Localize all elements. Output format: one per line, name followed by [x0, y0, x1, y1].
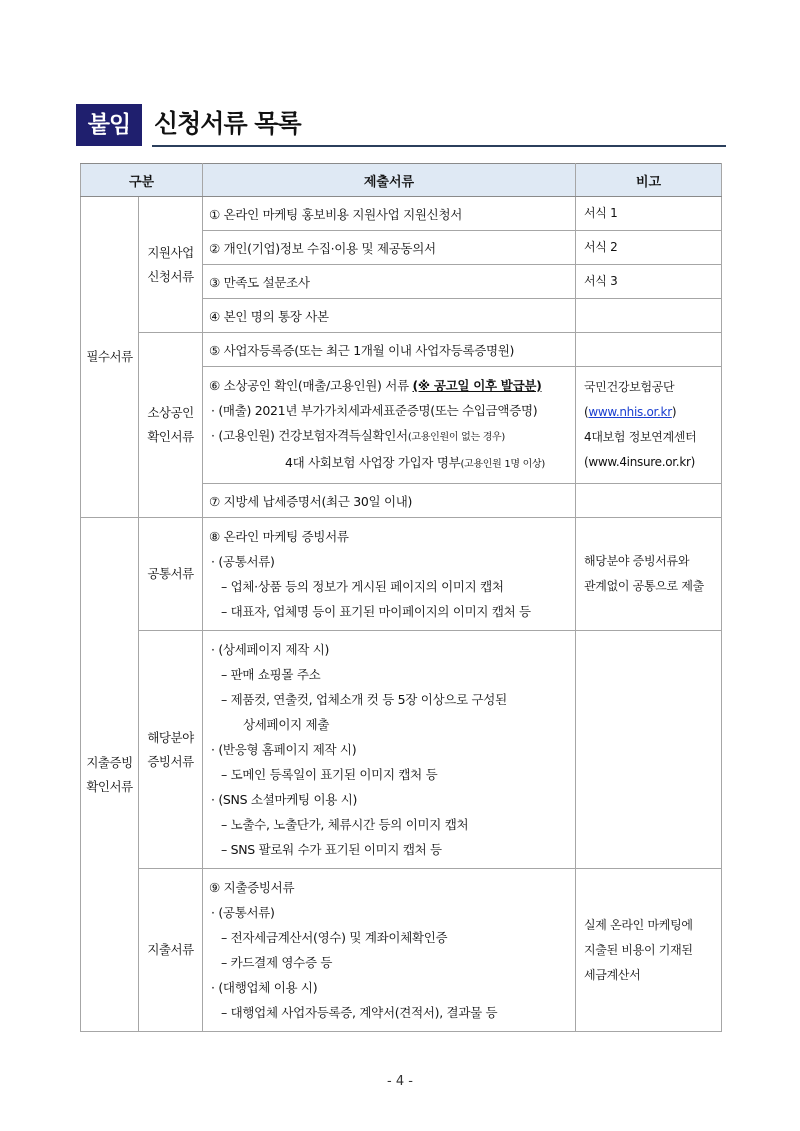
- section-title: [76, 104, 726, 146]
- remark-line: 실제 온라인 마케팅에: [584, 917, 693, 932]
- table-row: [81, 518, 722, 631]
- document-item: ① 온라인 마케팅 홍보비용 지원사업 지원신청서: [203, 197, 576, 231]
- document-line: · (대행업체 이용 시): [211, 980, 318, 995]
- document-line: – 대표자, 업체명 등이 표기된 마이페이지의 이미지 캡처 등: [221, 604, 531, 619]
- remark-cell: [576, 869, 722, 1032]
- attachment-badge: 붙임: [76, 104, 142, 146]
- document-line: ⑨ 지출증빙서류: [209, 880, 295, 895]
- nhis-link[interactable]: www.nhis.or.kr: [588, 405, 672, 419]
- document-item: ⑦ 지방세 납세증명서(최근 30일 이내): [203, 484, 576, 518]
- document-item-multiline: [203, 518, 576, 631]
- document-line: – 판매 쇼핑몰 주소: [221, 667, 321, 682]
- remark-cell: [576, 333, 722, 367]
- remark-line: 국민건강보험공단: [584, 380, 675, 394]
- document-line: – 도메인 등록일이 표기된 이미지 캡처 등: [221, 767, 438, 782]
- subgroup-label-line: 신청서류: [147, 268, 194, 284]
- table-row: [81, 631, 722, 869]
- remark-cell: [576, 518, 722, 631]
- group-label-line: 확인서류: [86, 778, 133, 794]
- table-row: [81, 869, 722, 1032]
- remark-line: (www.4insure.or.kr): [584, 455, 695, 469]
- document-line: ⑧ 온라인 마케팅 증빙서류: [209, 529, 349, 544]
- document-line: – 제품컷, 연출컷, 업체소개 컷 등 5장 이상으로 구성된: [221, 692, 507, 707]
- document-line: – 전자세금계산서(영수) 및 계좌이체확인증: [221, 930, 448, 945]
- document-item: ④ 본인 명의 통장 사본: [203, 299, 576, 333]
- document-item-multiline: [203, 869, 576, 1032]
- subgroup-label-line: 확인서류: [147, 429, 194, 444]
- header-category: 구분: [81, 164, 203, 197]
- remark-cell-empty: [576, 631, 722, 869]
- subgroup-label-line: 지원사업: [147, 244, 194, 260]
- subgroup-label-application: [139, 197, 203, 333]
- remark-cell: [576, 484, 722, 518]
- remark-line: 세금계산서: [584, 967, 641, 982]
- document-line: · (상세페이지 제작 시): [211, 642, 330, 657]
- title-underline-divider: [152, 145, 726, 147]
- document-item: ② 개인(기업)정보 수집·이용 및 제공동의서: [203, 231, 576, 265]
- subgroup-label-line: 해당분야: [147, 729, 194, 745]
- remark-line: 해당분야 증빙서류와: [584, 554, 690, 568]
- subgroup-label-line: 소상공인: [147, 405, 194, 420]
- header-documents: 제출서류: [203, 164, 576, 197]
- document-line: · (SNS 소셜마케팅 이용 시): [211, 792, 358, 807]
- remark-line: 4대보험 정보연계센터: [584, 430, 697, 444]
- document-line: ⑥ 소상공인 확인(매출/고용인원) 서류 (※ 공고일 이후 발급분): [209, 378, 542, 393]
- page-number: - 4 -: [387, 1074, 413, 1089]
- table-header-row: [81, 164, 722, 197]
- subgroup-label-field-specific: [139, 631, 203, 869]
- table-row: [81, 197, 722, 231]
- document-line: · (반응형 홈페이지 제작 시): [211, 742, 357, 757]
- document-line: 4대 사회보험 사업장 가입자 명부(고용인원 1명 이상): [285, 455, 545, 470]
- document-item: ③ 만족도 설문조사: [203, 265, 576, 299]
- document-item-multiline: [203, 631, 576, 869]
- application-documents-table: [80, 163, 722, 1032]
- subgroup-label-line: 증빙서류: [147, 753, 194, 769]
- document-line: – 노출수, 노출단가, 체류시간 등의 이미지 캡처: [221, 817, 469, 832]
- remark-cell: [576, 299, 722, 333]
- document-line: 상세페이지 제출: [243, 717, 330, 732]
- remark-line: (www.nhis.or.kr): [584, 405, 677, 419]
- remark-cell: [576, 367, 722, 484]
- document-line: – 업체·상품 등의 정보가 게시된 페이지의 이미지 캡처: [221, 579, 504, 594]
- remark-cell: 서식 3: [576, 265, 722, 299]
- document-item: ⑤ 사업자등록증(또는 최근 1개월 이내 사업자등록증명원): [203, 333, 576, 367]
- table-row: [81, 333, 722, 367]
- subgroup-label-expense: 지출서류: [139, 869, 203, 1032]
- document-item-multiline: [203, 367, 576, 484]
- document-line: · (매출) 2021년 부가가치세과세표준증명(또는 수입금액증명): [211, 403, 538, 418]
- document-line: · (공통서류): [211, 905, 275, 920]
- document-line: – 카드결제 영수증 등: [221, 955, 333, 970]
- remark-line: 지출된 비용이 기재된: [584, 942, 693, 957]
- header-remarks: 비고: [576, 164, 722, 197]
- remark-cell: 서식 2: [576, 231, 722, 265]
- document-line: – SNS 팔로워 수가 표기된 이미지 캡처 등: [221, 842, 442, 857]
- document-line: · (고용인원) 건강보험자격득실확인서(고용인원이 없는 경우): [211, 428, 506, 443]
- subgroup-label-smallbiz: [139, 333, 203, 518]
- page-title: 신청서류 목록: [154, 109, 301, 138]
- group-label-expense-proof: [81, 518, 139, 1032]
- remark-cell: 서식 1: [576, 197, 722, 231]
- group-label-required: 필수서류: [81, 197, 139, 518]
- subgroup-label-common: 공통서류: [139, 518, 203, 631]
- group-label-line: 지출증빙: [86, 754, 133, 770]
- document-line: – 대행업체 사업자등록증, 계약서(견적서), 결과물 등: [221, 1005, 498, 1020]
- issue-date-emphasis: (※ 공고일 이후 발급분): [412, 378, 542, 393]
- document-line: · (공통서류): [211, 554, 275, 569]
- remark-line: 관계없이 공통으로 제출: [584, 579, 704, 593]
